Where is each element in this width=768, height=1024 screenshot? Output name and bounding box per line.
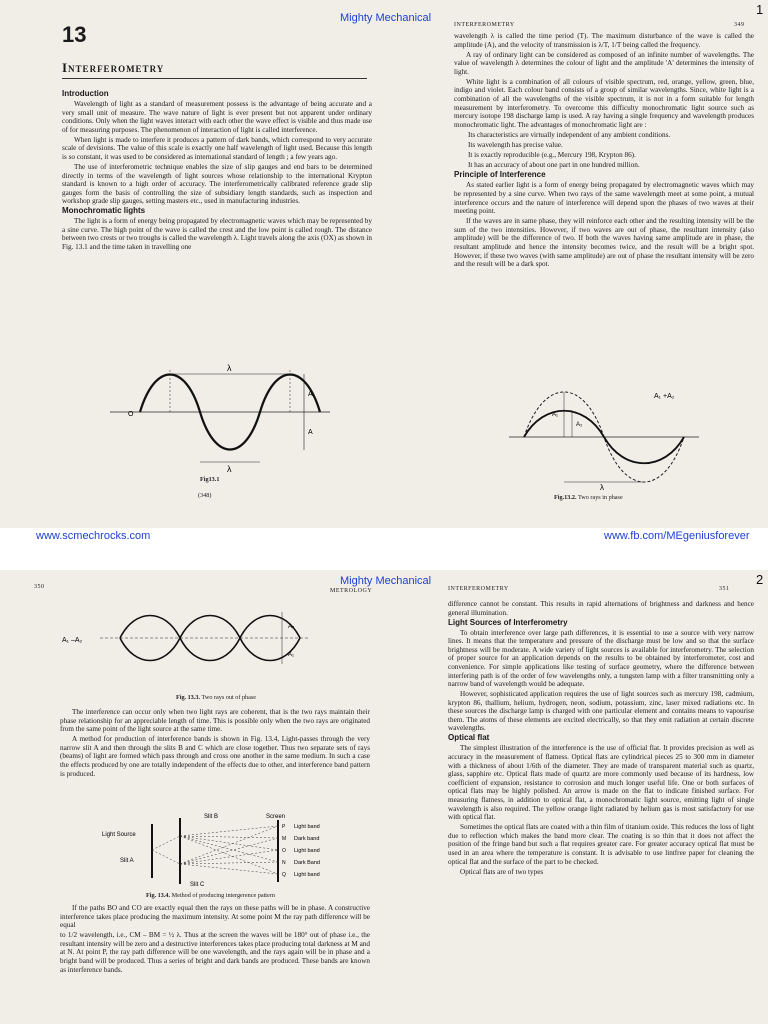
- paragraph: If the waves are in same phase, they will reinforce each other and the resulting intensity will be the sum of the two intensities. However, if two waves are out of phase, the resultant intensity (also amplitude) will be the difference of two. If both the waves having same amplitude are in phase, the resultant amplitude and hence the intensity becomes twice, and the result will be a bright spot. However, if these two waves (with same amplitude) are out of phase the resultant intensity will be zero and the result will be a dark spot.: [454, 217, 754, 269]
- url-link-left[interactable]: www.scmechrocks.com: [36, 530, 151, 542]
- optical-flat-heading: Optical flat: [448, 733, 490, 743]
- point-label: Q: [282, 872, 286, 878]
- amplitude-top-label: A: [308, 391, 313, 398]
- paragraph: However, sophisticated application requires the use of light sources such as mercury 198, cadmium, krypton 86, thallium, helium, hydrogen, neon, sodium, potassium, zinc, laser mixed radiations etc. In these sources the discharge lamp is charged with one particular element and contains means to vapourise them. The atoms of these elements are excited electrically, so that they emit radiation at certain discrete wavelengths.: [448, 690, 754, 733]
- point-label: N: [282, 860, 286, 866]
- brand-watermark: Mighty Mechanical: [340, 575, 432, 587]
- caption-number: Fig. 13.3.: [176, 694, 201, 701]
- list-item: It is exactly reproducible (e.g., Mercury 198, Krypton 86).: [468, 151, 636, 160]
- paragraph: A method for production of interference bands is shown in Fig. 13.4, Light-passes through the very narrow slit A and then through the slits B and C which are close together. Thus two separate sets of rays (beams) of light are formed which pass through and cross one another in the same medium. In such a case the effects produced by one are totally independent of the effects due to other, and interference band pattern is produced.: [60, 735, 370, 778]
- mono-heading: Monochromatic lights: [62, 206, 146, 216]
- page-number: 349: [734, 22, 745, 28]
- a1-minus-a2-label: A₁ –A₂: [62, 637, 83, 644]
- lambda-top-label: λ: [227, 363, 232, 373]
- paragraph: If the paths BO and CO are exactly equal then the rays on these paths will be in phase. A constructive interference takes place producing the maximum intensity. At some point M the ray path difference will be equal: [60, 904, 370, 930]
- running-head: METROLOGY: [330, 588, 373, 594]
- fig-13-1-caption: Fig13.1: [200, 476, 220, 483]
- paragraph: wavelength λ is called the time period (T). The maximum disturbance of the wave is called the amplitude (A), and the velocity of transmission is λ/T, 1/T being called the frequency.: [454, 32, 754, 49]
- fig-13-2-in-phase: [504, 382, 704, 492]
- chapter-number: 13: [62, 22, 87, 47]
- intro-heading: Introduction: [62, 89, 109, 98]
- lambda-bottom-label: λ: [227, 464, 232, 472]
- fig-13-3-caption: [176, 694, 256, 701]
- page-index-2: 2: [756, 572, 764, 587]
- band-label: Light band: [294, 872, 320, 878]
- point-label: M: [282, 836, 287, 842]
- page-number: 351: [719, 586, 730, 592]
- a1-plus-a2-label: A₁ +A₂: [654, 393, 675, 400]
- band-label: Dark Band: [294, 860, 320, 866]
- brand-watermark: Mighty Mechanical: [340, 12, 432, 24]
- paragraph: A ray of ordinary light can be considered as composed of an infinite number of wavelengths. The value of wavelength λ determines the colour of light and the amplitude 'A' determines the intensity of light.: [454, 50, 754, 76]
- lambda-label: λ: [600, 483, 604, 492]
- running-head: INTERFEROMETRY: [454, 22, 515, 28]
- point-label: O: [282, 848, 286, 854]
- band-label: Light band: [294, 824, 320, 830]
- list-item: Its characteristics are virtually independent of any ambient conditions.: [468, 130, 671, 139]
- slit-b-label: Slit B: [204, 814, 219, 820]
- caption-number: Fig.13.2.: [554, 494, 577, 501]
- chapter-title: Interferometry: [62, 60, 165, 75]
- slit-c-label: Slit C: [190, 882, 205, 888]
- advantages-list: [454, 131, 754, 170]
- amplitude-bottom-label: A: [308, 429, 313, 436]
- caption-number: Fig. 13.4.: [146, 892, 171, 899]
- page2-body: [454, 32, 754, 270]
- paragraph: to 1/2 wavelength, i.e., CM – BM = ½ λ. Thus at the screen the waves will be 180° out of phase i.e., the resultant intensity will be zero and a destructive interferences takes place producing total darkness at M and at N. At point P, the ray path difference will be one wavelength, and the rays again will be in phase and a bright band will be produced. Thus a series of bright and dark bands are produced. These bands are known as interference bands.: [60, 931, 370, 974]
- screen-label: Screen: [266, 814, 286, 820]
- fig-13-4-caption: [146, 892, 275, 899]
- page3-body-bottom: [60, 904, 370, 976]
- band-label: Dark band: [294, 836, 320, 842]
- principle-heading: Principle of Interference: [454, 170, 546, 180]
- light-sources-heading: Light Sources of Interferometry: [448, 617, 568, 627]
- a1-label: A₁: [288, 652, 295, 658]
- page1-body: [62, 90, 372, 253]
- caption-text: Method of producing intergerence pattern: [171, 892, 275, 899]
- fig-13-1-sine-wave: [100, 362, 340, 472]
- paragraph: The use of interferometric technique enables the size of slip gauges and end bars to be determined directly in terms of the wavelength of light sources whose relationship to the international Krypton standard is known to a high order of accuracy. The interferometrically calibrated reference grade slip gauges form the basis of controlling the size of subsidiary length standards, such as inspection and workshop grade slip gauges, setting masters etc., used in manufacturing industries.: [62, 162, 372, 206]
- page-number-348: (348): [198, 492, 212, 499]
- fig-13-4-slit-setup: [100, 810, 360, 888]
- paragraph: The simplest illustration of the interference is the use of official flat. It provides precision as well as accuracy in the measurement of flatness. Optical flats are cylindrical pieces 25 to 300 mm in diameter with a thickness of about 1/6th of the diameter. They are made of transparent material such as quartz, glass, sapphire etc. Optical flats made of quartz are more commonly used because of its hardness, low coefficient of expansion, resistance to corrosion and much longer useful life. One or both surfaces of optical flats may be highly polished. An arrow is made on the flat to indicate finished surface. For measuring flatness, in addition to optical flat, a monochromatic light source, emitting light of single wavelength is also required. The yellow orange light radiated by helium gas is most satisfactory for use with optical flat.: [448, 744, 754, 822]
- list-item: It has an accuracy of about one part in one hundred million.: [468, 161, 640, 170]
- light-source-label: Light Source: [102, 832, 136, 838]
- page-351: [434, 570, 768, 1024]
- slit-a-label: Slit A: [120, 858, 134, 864]
- paragraph: The interference can occur only when two light rays are coherent, that is the two rays maintain their phase relationship for an appreciable length of time. This is possible only when the two rays are originated from the same point of the light source at the same time.: [60, 708, 370, 734]
- paragraph: To obtain interference over large path differences, it is essential to use a source with very narrow lines. It means that the temperature and pressure of the discharge must be low and so that the surface brightness will be moderate. A wide variety of light sources is available for interferometry. The selection of proper source for an application depends on the results to be obtained by interferometer, cost and convenience. For simple applications like testing of surface geometry, where the difference between interfering path is of the order of few wavelengths only, a tungsten lamp with a filter transmitting only a narrow band of wavelength would be adequate.: [448, 628, 754, 689]
- paragraph: White light is a combination of all colours of visible spectrum, red, orange, yellow, green, blue, indigo and violet. Each colour band consists of a group of similar wavelengths. Since, white light is a combination of all the wavelengths of the visible spectrum, it is not in a form suitable for length measurement by interferometry. To overcome this difficulty monochromatic light source such as mercury isotope 198 discharge lamp is used. A ray having a single frequency and wavelength produces monochromatic light. The advantages of monochromatic light are :: [454, 77, 754, 129]
- point-label: P: [282, 824, 286, 830]
- a1-label: A₁: [552, 412, 559, 418]
- paragraph: Optical flats are of two types: [460, 867, 544, 876]
- title-rule: [62, 78, 367, 79]
- a2-label: A₂: [288, 624, 295, 630]
- paragraph: The light is a form of energy being propagated by electromagnetic waves which may be represented by a sine curve. The high point of the wave is called the crest and the low point is called rough. The distance between two crests or two troughs is called the wavelength λ. Light travels along the axis (OX) as shown in Fig. 13.1 and the time taken in travelling one: [62, 217, 372, 252]
- paragraph: Wavelength of light as a standard of measurement possess is the advantage of being accurate and a very small unit of measure. The wave nature of light is ever present but not apparent under ordinary conditions. Only when the light waves interact with each other the wave effect is visible and thus made use of for measuring purposes. The phenomenon of interaction of light is called interference.: [62, 99, 372, 134]
- url-link-right[interactable]: www.fb.com/MEgeniusforever: [604, 530, 750, 542]
- running-head: INTERFEROMETRY: [448, 586, 509, 592]
- page-350: [0, 570, 434, 1024]
- origin-label: O: [128, 411, 134, 418]
- list-item: Its wavelength has precise value.: [468, 140, 563, 149]
- band-label: Light band: [294, 848, 320, 854]
- caption-text: Two rays out of phase: [201, 694, 257, 701]
- fig-13-2-caption: [554, 494, 623, 501]
- page-349: [434, 0, 768, 528]
- page-348: [0, 0, 434, 528]
- a2-label: A₂: [576, 422, 583, 428]
- paragraph: Sometimes the optical flats are coated with a thin film of titanium oxide. This reduces the loss of light due to reflection which makes the band more clear. The coating is so thin that it does not affect the position of the fringe band but such a flat requires greater care. For greater accuracy optical flat must be used in an area where the temperature is constant. It is advisable to use lintfree paper for cleaning the optical flat and the surface of the part to be checked.: [448, 823, 754, 866]
- paragraph: As stated earlier light is a form of energy being propagated by electromagnetic waves which may be represented by a sine curve. When two rays of the same wavelength meet at some point, a mutual interference occurs and the nature of interference will depend upon the phases of two waves at their meeting point.: [454, 181, 754, 216]
- page4-body: [448, 600, 754, 878]
- page3-body-top: [60, 708, 370, 780]
- fig-13-3-out-of-phase: [60, 606, 320, 686]
- caption-text: Two rays in phase: [577, 494, 623, 501]
- paragraph: When light is made to interfere it produces a pattern of dark bands, which correspond to very accurate scale of devisions. The value of this scale is exactly one half wavelength of light used. Because this length is so constant, it was used to be considered as international standard of length ; a few years ago.: [62, 135, 372, 161]
- paragraph: difference cannot be constant. This results in rapid alternations of brightness and darkness and hence general illumination.: [448, 600, 754, 617]
- page-index-1: 1: [756, 2, 764, 17]
- page-number: 350: [34, 584, 45, 590]
